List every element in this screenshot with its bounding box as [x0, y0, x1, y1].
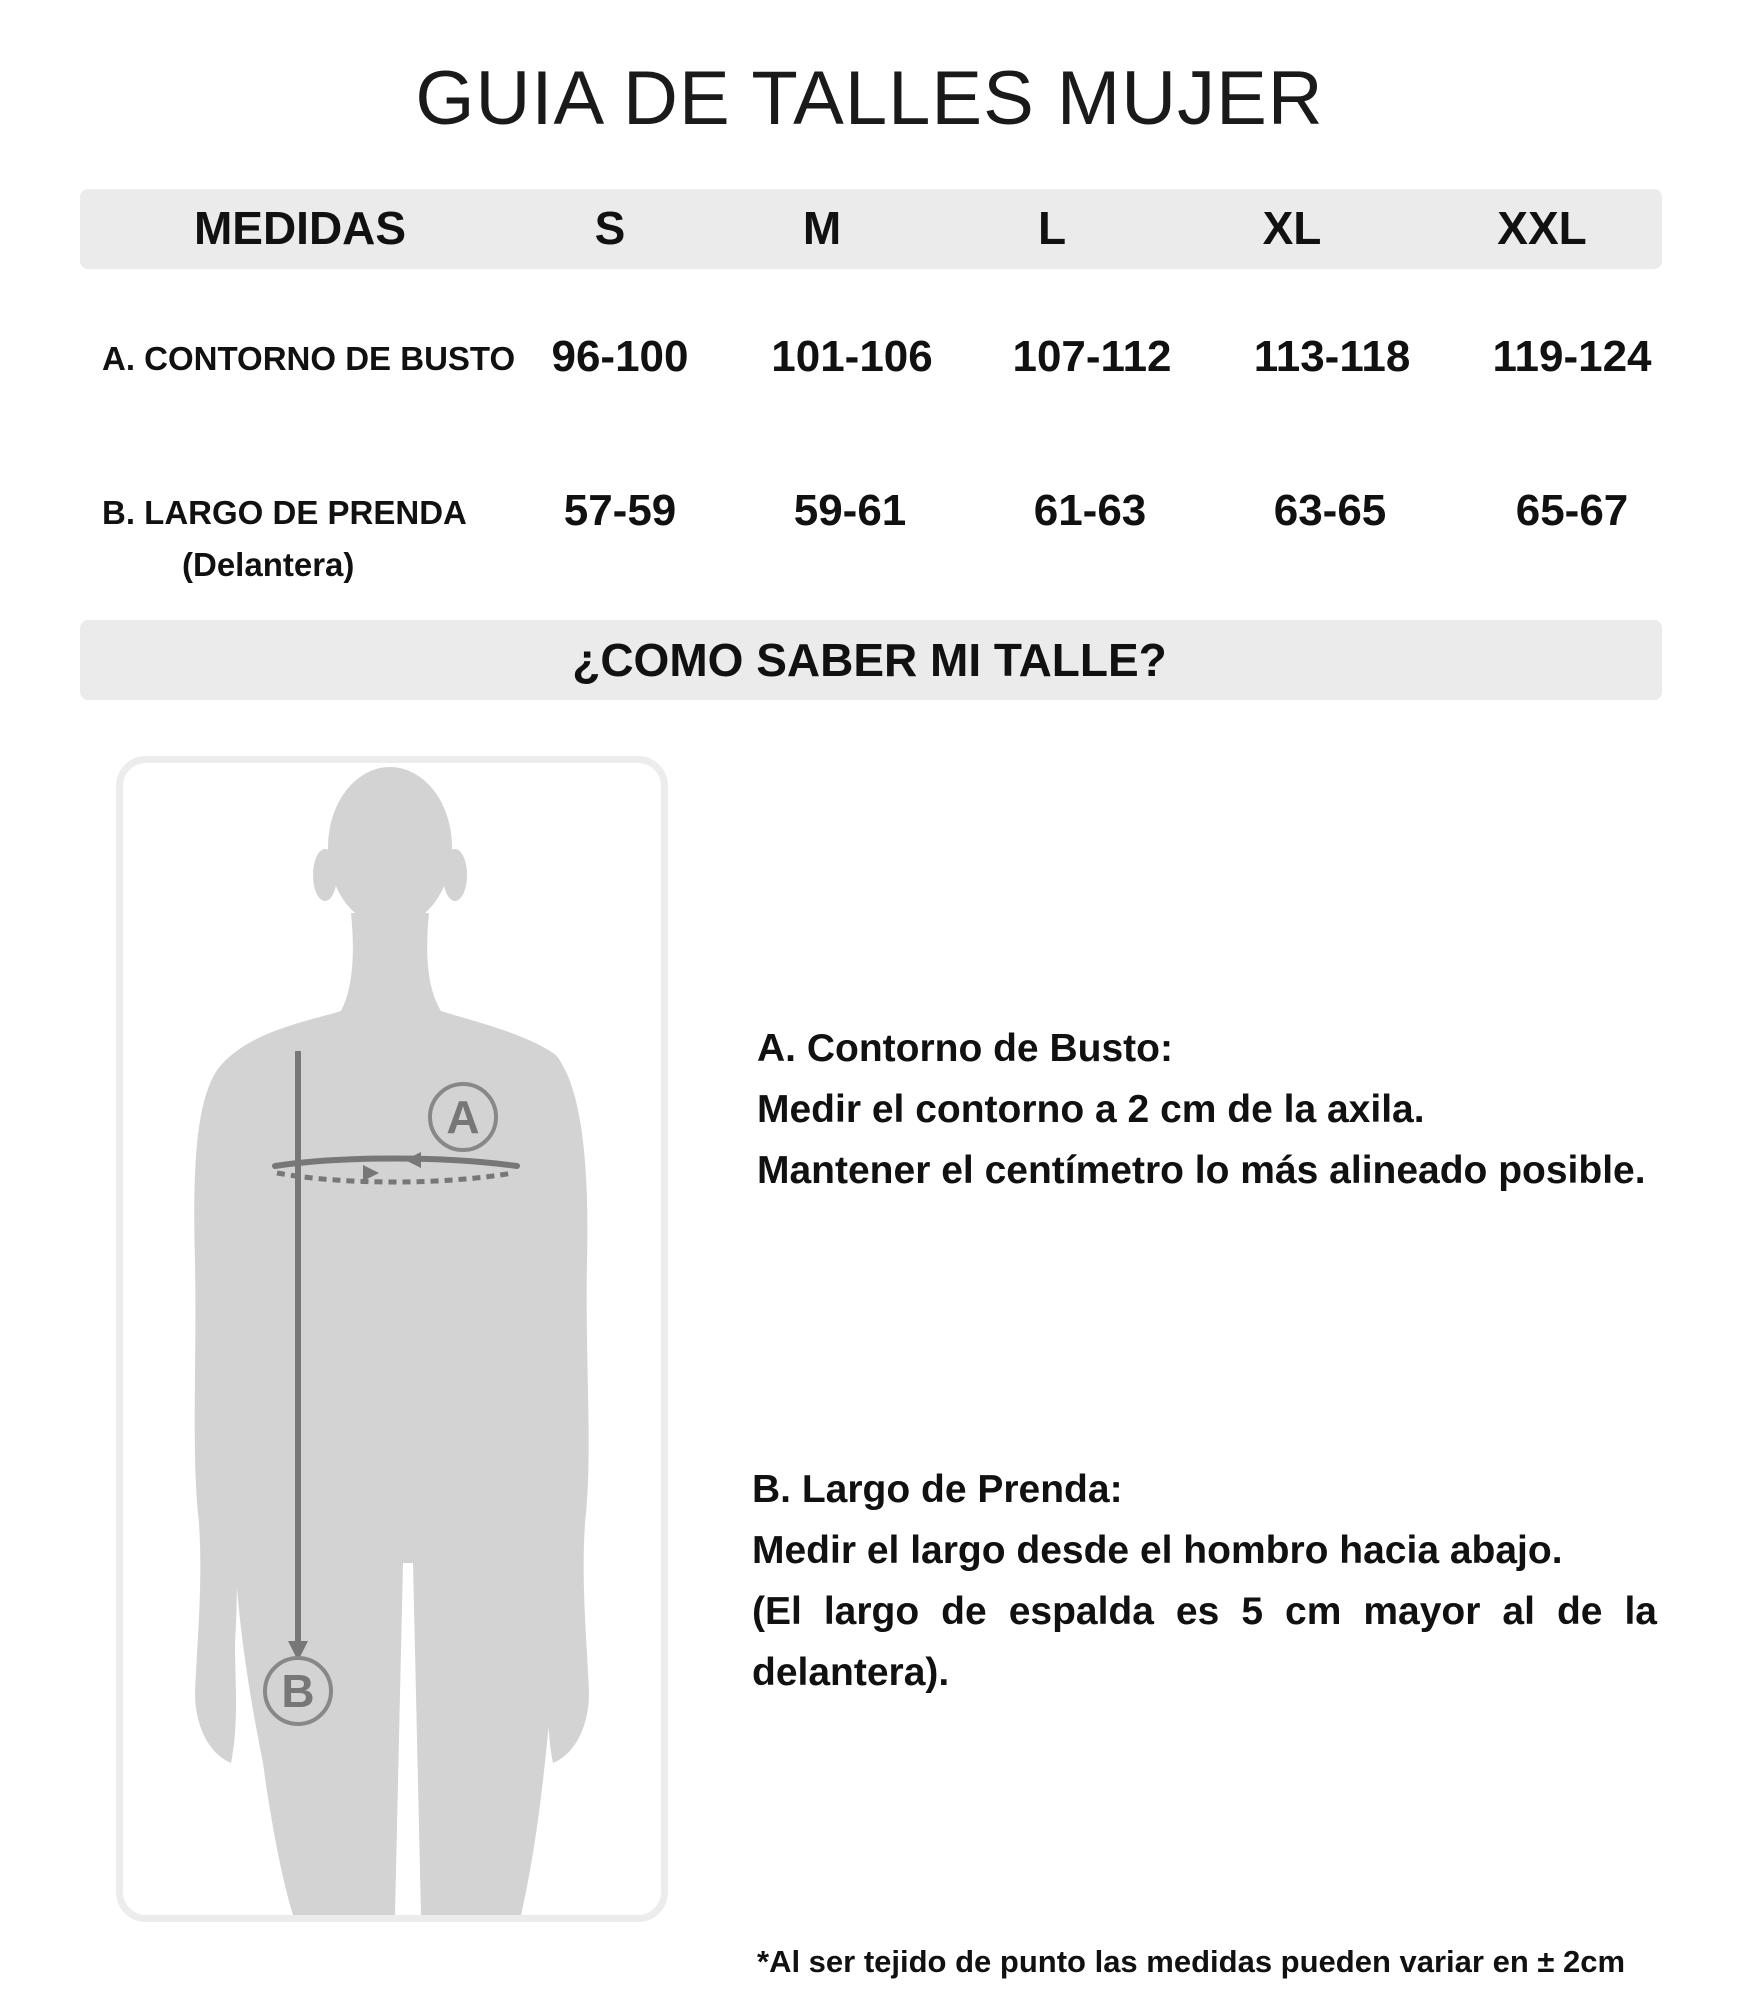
table-cell: 96-100	[551, 332, 689, 381]
footnote: *Al ser tejido de punto las medidas pueden variar en ± 2cm	[757, 1944, 1626, 1979]
bust-instructions-line: Medir el contorno a 2 cm de la axila.	[757, 1088, 1425, 1131]
table-cell: 61-63	[1033, 486, 1147, 535]
table-cell: 101-106	[771, 332, 933, 381]
row-label-bust: A. CONTORNO DE BUSTO	[102, 340, 516, 377]
length-instructions	[752, 1459, 1657, 1703]
header-measures: MEDIDAS	[193, 202, 407, 254]
row-label-length: B. LARGO DE PRENDA	[102, 494, 467, 531]
header-size-m: M	[802, 202, 842, 254]
length-instructions-line: delantera).	[752, 1651, 950, 1694]
marker-b-label: B	[281, 1665, 315, 1717]
header-size-xxl: XXL	[1497, 202, 1587, 254]
page-title: GUIA DE TALLES MUJER	[415, 56, 1324, 141]
header-size-s: S	[594, 202, 626, 254]
body-figure-frame	[116, 756, 668, 1922]
row-sublabel-front: (Delantera)	[182, 546, 355, 583]
bust-instructions	[757, 1018, 1646, 1201]
marker-a-label: A	[446, 1091, 480, 1143]
header-size-l: L	[1037, 202, 1067, 254]
how-to-title: ¿COMO SABER MI TALLE?	[572, 634, 1167, 686]
table-cell: 63-65	[1273, 486, 1387, 535]
length-instructions-line: (El largo de espalda es 5 cm mayor al de la	[752, 1590, 1657, 1633]
silhouette-body	[194, 767, 589, 1915]
table-cell: 59-61	[793, 486, 907, 535]
header-size-xl: XL	[1262, 202, 1322, 254]
bust-instructions-heading: A. Contorno de Busto:	[757, 1027, 1173, 1070]
length-instructions-heading: B. Largo de Prenda:	[752, 1468, 1123, 1511]
bust-instructions-line: Mantener el centímetro lo más alineado posible.	[757, 1149, 1646, 1192]
woman-silhouette-illustration	[123, 763, 661, 1915]
table-cell: 107-112	[1012, 332, 1172, 381]
table-cell: 57-59	[563, 486, 677, 535]
table-cell: 119-124	[1492, 332, 1652, 381]
length-instructions-line: Medir el largo desde el hombro hacia abajo.	[752, 1529, 1563, 1572]
table-cell: 65-67	[1515, 486, 1629, 535]
table-cell: 113-118	[1253, 332, 1411, 381]
